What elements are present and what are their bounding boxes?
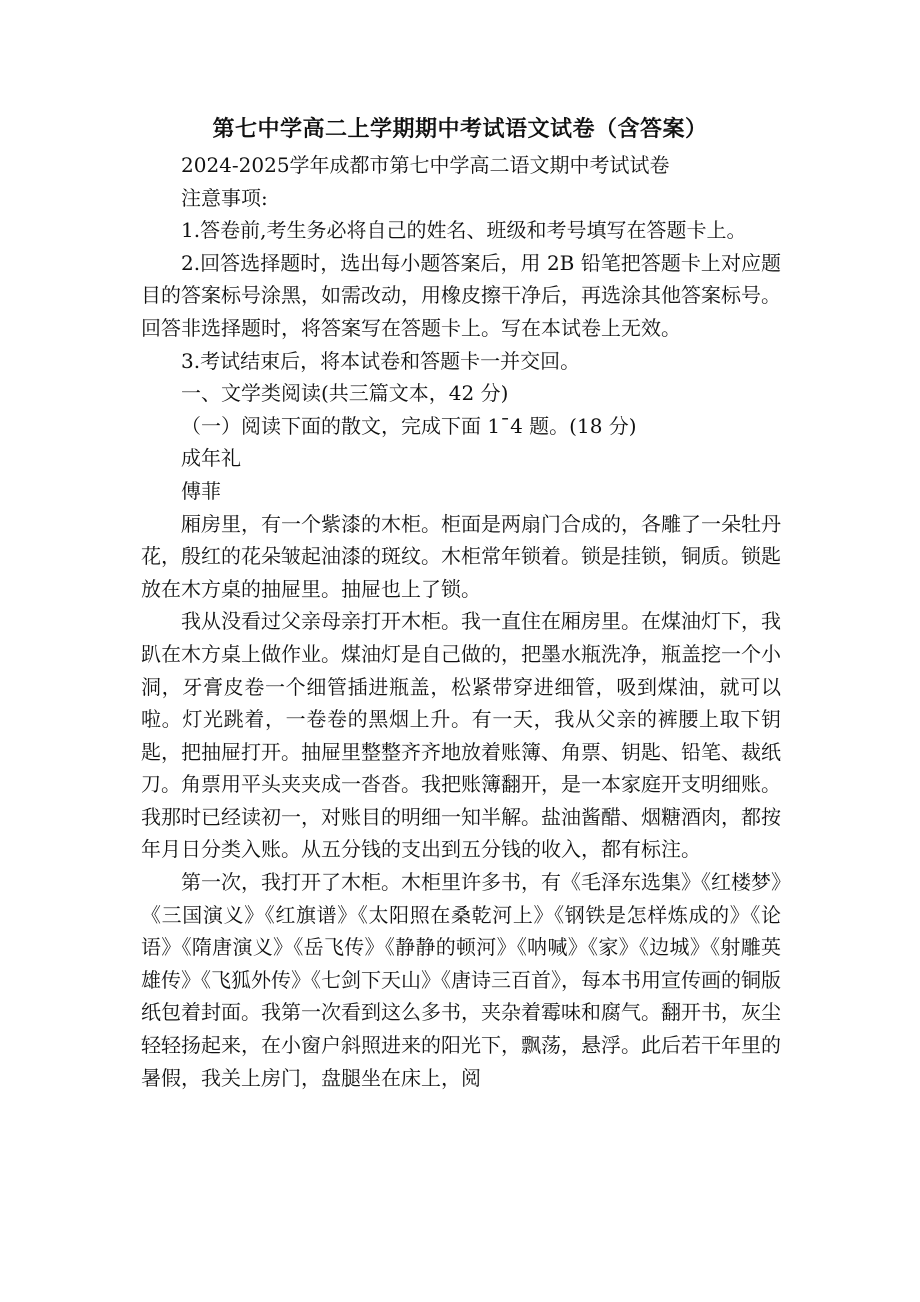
essay-paragraph-1: 厢房里，有一个紫漆的木柜。柜面是两扇门合成的，各雕了一朵牡丹花，殷红的花朵皱起油漆的斑纹。木柜常年锁着。锁是挂锁，铜质。锁匙放在木方桌的抽屉里。抽屉也上了锁。 (141, 511, 781, 601)
essay-paragraph-3: 第一次，我打开了木柜。木柜里许多书，有《毛泽东选集》《红楼梦》《三国演义》《红旗谱》《太阳照在桑乾河上》《钢铁是怎样炼成的》《论语》《隋唐演义》《岳飞传》《静静的顿河》《呐喊》《家》《边城》《射雕英雄传》《飞狐外传》《七剑下天山》《唐诗三百首》，每本书用宣传画的铜版纸包着封面。我第一次看到这么多书，夹杂着霉味和腐气。翻开书，灰尘轻轻扬起来，在小窗户斜照进来的阳光下，飘荡，悬浮。此后若干年里的暑假，我关上房门，盘腿坐在床上，阅 (141, 870, 781, 1090)
document-body (141, 149, 781, 1094)
exam-subtitle: 2024-2025学年成都市第七中学高二语文期中考试试卷 (181, 153, 670, 177)
essay-paragraph-2: 我从没看过父亲母亲打开木柜。我一直住在厢房里。在煤油灯下，我趴在木方桌上做作业。煤油灯是自己做的，把墨水瓶洗净，瓶盖挖一个小洞，牙膏皮卷一个细管插进瓶盖，松紧带穿进细管，吸到煤油，就可以啦。灯光跳着，一卷卷的黑烟上升。有一天，我从父亲的裤腰上取下钥匙，把抽屉打开。抽屉里整整齐齐地放着账簿、角票、钥匙、铅笔、裁纸刀。角票用平头夹夹成一沓沓。我把账簿翻开，是一本家庭开支明细账。我那时已经读初一，对账目的明细一知半解。盐油酱醋、烟糖酒肉，都按年月日分类入账。从五分钱的支出到五分钱的收入，都有标注。 (141, 609, 781, 862)
notice-item-2: 2.回答选择题时，选出每小题答案后，用 2B 铅笔把答题卡上对应题目的答案标号涂黑，如需改动，用橡皮擦干净后，再选涂其他答案标号。回答非选择题时，将答案写在答题卡上。写在本试卷上无效。 (141, 250, 781, 340)
notice-heading: 注意事项: (181, 185, 268, 210)
notice-item-1: 1.答卷前,考生务必将自己的姓名、班级和考号填写在答题卡上。 (181, 218, 747, 243)
essay-title: 成年礼 (181, 446, 241, 471)
document-title: 第七中学高二上学期期中考试语文试卷（含答案） (212, 117, 708, 142)
notice-item-3: 3.考试结束后，将本试卷和答题卡一并交回。 (181, 348, 581, 373)
essay-author: 傅菲 (181, 478, 221, 503)
sub-heading: （一）阅读下面的散文，完成下面 1¯4 题。(18 分) (181, 413, 637, 438)
section-heading: 一、文学类阅读(共三篇文本，42 分) (181, 381, 509, 406)
